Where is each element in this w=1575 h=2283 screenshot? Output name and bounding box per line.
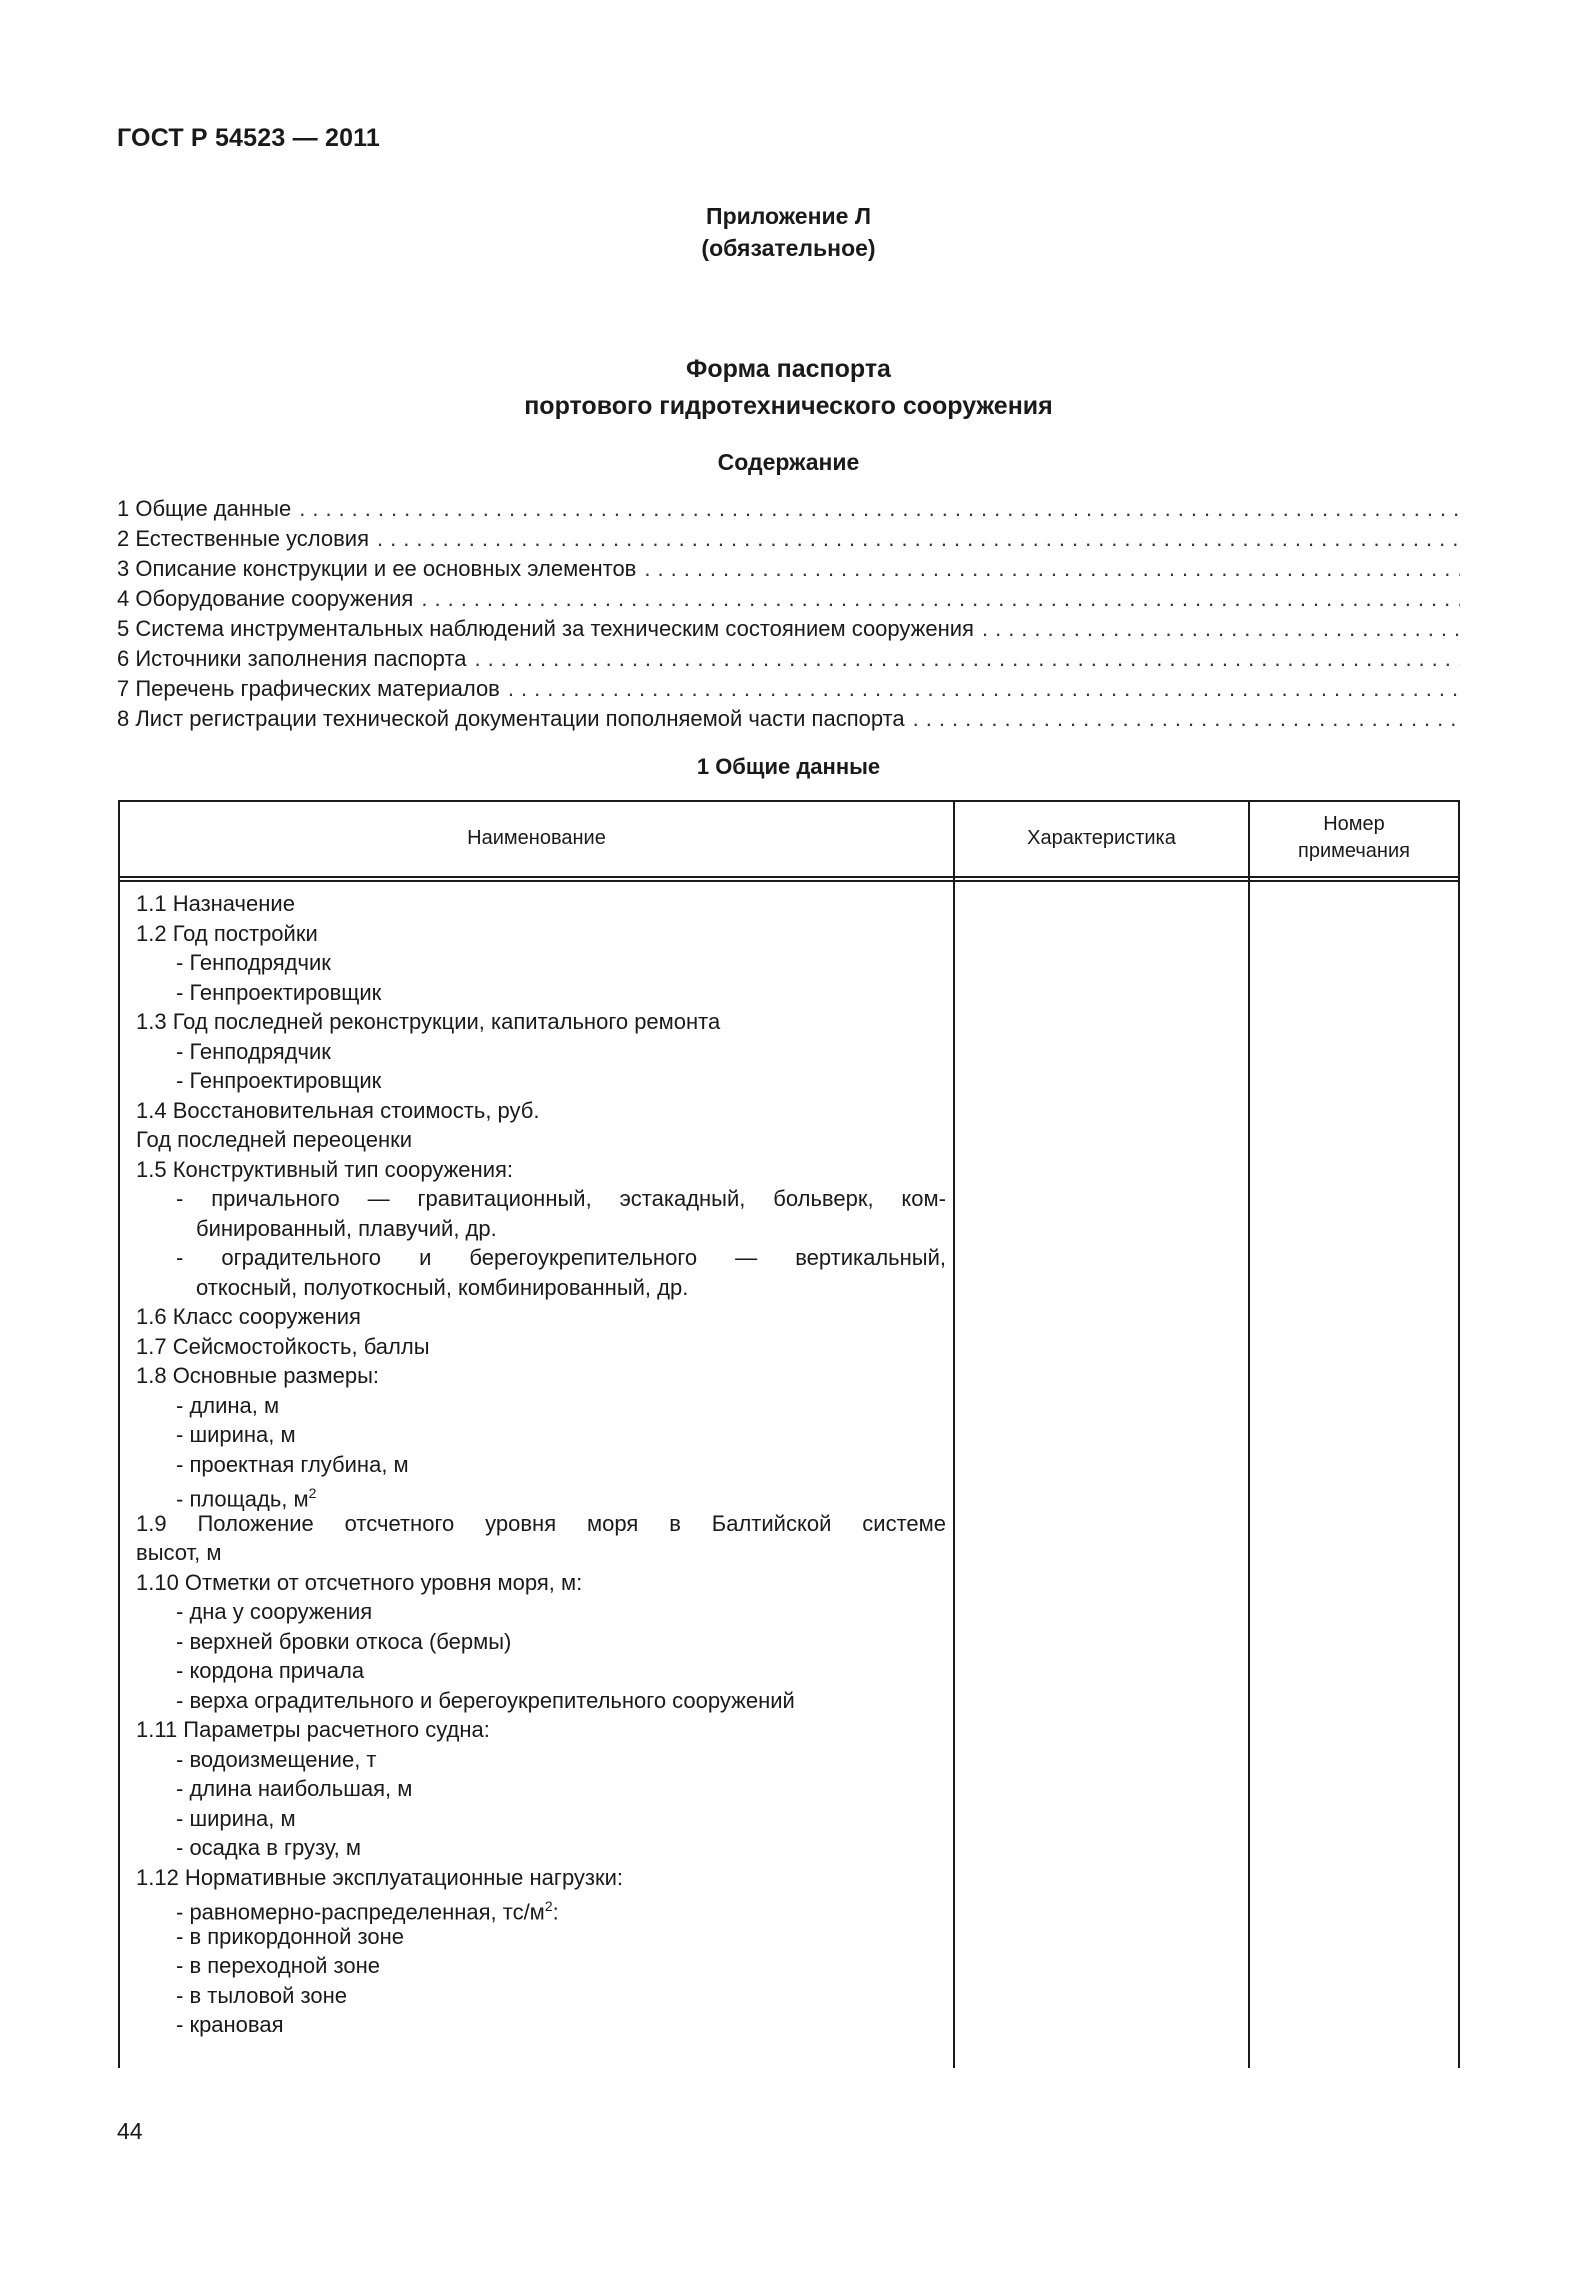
table-row: откосный, полуоткосный, комбинированный, др.: [196, 1274, 689, 1300]
toc-leader: [982, 614, 1460, 644]
column-header-characteristic: Характеристика: [1027, 826, 1176, 849]
table-row: - Генподрядчик: [176, 1038, 331, 1064]
header-rule: [118, 880, 1460, 882]
table-row: - водоизмещение, т: [176, 1746, 377, 1772]
table-row: - оградительного и берегоукрепительного — вертикальный,: [176, 1245, 946, 1270]
table-row: 1.7 Сейсмостойкость, баллы: [136, 1333, 430, 1359]
standard-header: ГОСТ Р 54523 — 2011: [117, 124, 381, 152]
table-row: - в прикордонной зоне: [176, 1923, 404, 1949]
column-divider: [1248, 800, 1250, 2068]
table-row: 1.5 Конструктивный тип сооружения:: [136, 1156, 514, 1182]
appendix-note: (обязательное): [701, 235, 876, 261]
column-divider: [953, 800, 955, 2068]
table-row: 1.2 Год постройки: [136, 920, 318, 946]
table-row: - площадь, $м^2$: [176, 1485, 317, 1512]
form-title: [117, 351, 1460, 425]
table-row: бинированный, плавучий, др.: [196, 1215, 497, 1241]
table-row: - длина наибольшая, м: [176, 1776, 413, 1801]
toc-item[interactable]: 8 Лист регистрации технической документации пополняемой части паспорта .....: [117, 704, 1460, 734]
toc-item[interactable]: 3 Описание конструкции и ее основных элементов .....: [117, 554, 1460, 584]
toc-leader: [377, 524, 1460, 554]
table-row: - равномерно-распределенная, $тс/м^2$:: [176, 1898, 559, 1925]
table-row: 1.9 Положение отсчетного уровня моря в Балтийской системе: [136, 1510, 946, 1536]
table-row: 1.6 Класс сооружения: [136, 1304, 361, 1329]
column-header-name: Наименование: [467, 826, 606, 849]
table-rows: [136, 889, 946, 2040]
form-title-line1: Форма паспорта: [686, 355, 891, 383]
table-row: 1.8 Основные размеры:: [136, 1363, 380, 1388]
section-title: 1 Общие данные: [696, 754, 881, 779]
table-row: - ширина, м: [176, 1422, 296, 1447]
form-title-line2: портового гидротехнического сооружения: [524, 392, 1053, 420]
table-row: - ширина, м: [176, 1805, 296, 1831]
table-row: 1.1 Назначение: [136, 891, 295, 916]
table-row: - причального — гравитационный, эстакадный, больверк, ком-: [176, 1186, 946, 1211]
toc-leader: [913, 704, 1460, 734]
table-row: - в переходной зоне: [176, 1953, 380, 1978]
table-row: Год последней переоценки: [136, 1127, 413, 1152]
table-row: - кордона причала: [176, 1658, 365, 1683]
table-row: - дна у сооружения: [176, 1599, 373, 1624]
table-row: - верхней бровки откоса (бермы): [176, 1628, 512, 1654]
toc-leader: [421, 584, 1460, 614]
toc-leader: [299, 494, 1460, 524]
appendix-title: Приложение Л: [706, 203, 871, 229]
toc-item[interactable]: 5 Система инструментальных наблюдений за техническим состоянием сооружения .....: [117, 614, 1460, 644]
toc-item[interactable]: 4 Оборудование сооружения .....: [117, 584, 1460, 614]
table-row: 1.10 Отметки от отсчетного уровня моря, м:: [136, 1569, 583, 1595]
toc-title: Содержание: [717, 449, 860, 475]
table-row: - длина, м: [176, 1392, 280, 1418]
table-row: - верха оградительного и берегоукрепительного сооружений: [176, 1687, 795, 1713]
toc-item[interactable]: 7 Перечень графических материалов .....: [117, 674, 1460, 704]
table-row: - осадка в грузу, м: [176, 1835, 362, 1860]
toc-leader: [644, 554, 1460, 584]
table-row: 1.3 Год последней реконструкции, капитального ремонта: [136, 1009, 721, 1034]
toc-item[interactable]: 2 Естественные условия .....: [117, 524, 1460, 554]
table-border-right: [1458, 800, 1460, 2068]
column-header-note-number: Номер примечания: [1298, 813, 1410, 862]
table-row: 1.11 Параметры расчетного судна:: [136, 1717, 490, 1742]
superscript-2: 2: [544, 1898, 553, 1914]
table-row: - проектная глубина, м: [176, 1451, 409, 1477]
toc-leader: [508, 674, 1460, 704]
table-row: - крановая: [176, 2012, 284, 2037]
page-number: 44: [117, 2118, 143, 2144]
general-data-table: [118, 800, 1460, 2068]
toc-item[interactable]: 6 Источники заполнения паспорта .....: [117, 644, 1460, 674]
table-row: - Генпроектировщик: [176, 1068, 382, 1093]
table-of-contents: [117, 494, 1460, 734]
table-row: - в тыловой зоне: [176, 1982, 347, 2008]
appendix-heading: [117, 200, 1460, 264]
table-row: - Генподрядчик: [176, 950, 331, 975]
superscript-2: 2: [308, 1485, 317, 1501]
header-rule: [118, 876, 1460, 878]
table-border-left: [118, 800, 120, 2068]
toc-item[interactable]: 1 Общие данные .....: [117, 494, 1460, 524]
table-row: высот, м: [136, 1540, 222, 1565]
toc-leader: [474, 644, 1460, 674]
table-row: 1.12 Нормативные эксплуатационные нагрузки:: [136, 1864, 624, 1890]
table-row: 1.4 Восстановительная стоимость, руб.: [136, 1097, 540, 1123]
table-row: - Генпроектировщик: [176, 979, 382, 1005]
